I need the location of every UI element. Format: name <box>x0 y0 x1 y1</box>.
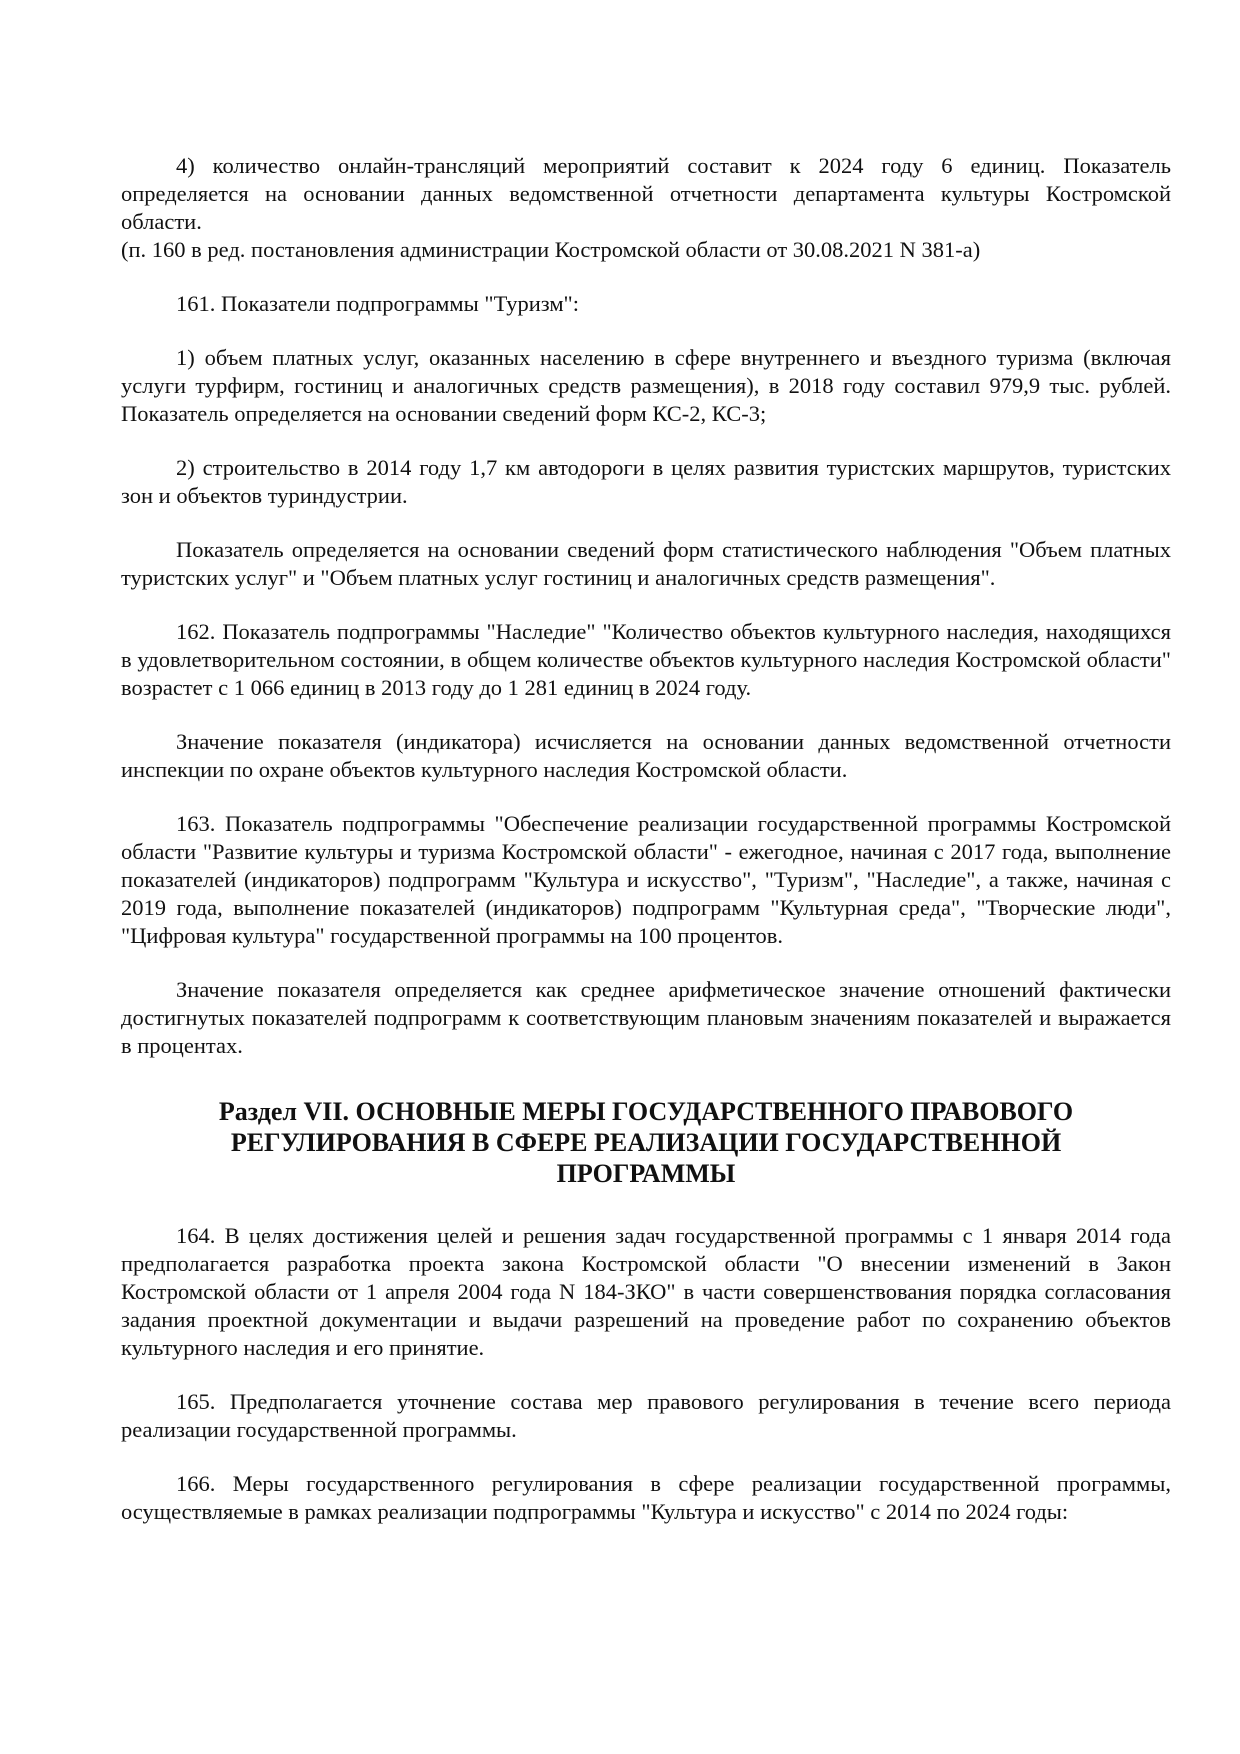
paragraph-166: 166. Меры государственного регулирования в сфере реализации государственной программы, осуществляемые в рамках реализации подпрограммы "Культура и искусство" с 2014 по 2024 годы: <box>121 1471 1171 1524</box>
paragraph-item-4: 4) количество онлайн-трансляций мероприятий составит к 2024 году 6 единиц. Показатель определяется на основании данных ведомственной отчетности департамента культуры Костромской области. <box>121 153 1171 234</box>
paragraph-161: 161. Показатели подпрограммы "Туризм": <box>176 291 579 316</box>
paragraph-164: 164. В целях достижения целей и решения задач государственной программы с 1 января 2014 года предполагается разработка проекта закона Костромской области "О внесении изменений в Закон Костромской области от 1 апреля 2004 года N 184-ЗКО" в части совершенствования порядка согласования задания проектной документации и выдачи разрешений на проведение работ по сохранению объектов культурного наследия и его принятие. <box>121 1223 1171 1360</box>
amendment-note: (п. 160 в ред. постановления администрации Костромской области от 30.08.2021 N 381-а) <box>121 237 981 262</box>
paragraph-161-item-1: 1) объем платных услуг, оказанных населению в сфере внутреннего и въездного туризма (включая услуги турфирм, гостиниц и аналогичных средств размещения), в 2018 году составил 979,9 тыс. рублей. Показатель определяется на основании сведений форм КС-2, КС-3; <box>121 345 1171 426</box>
paragraph-161-item-2: 2) строительство в 2014 году 1,7 км автодороги в целях развития туристских маршрутов, туристских зон и объектов туриндустрии. <box>121 455 1171 508</box>
paragraph-163-indicator-method: Значение показателя определяется как среднее арифметическое значение отношений фактически достигнутых показателей подпрограмм к соответствующим плановым значениям показателей и выражается в процентах. <box>121 977 1171 1058</box>
document-body <box>121 152 1171 1526</box>
section-heading: Раздел VII. ОСНОВНЫЕ МЕРЫ ГОСУДАРСТВЕННОГО ПРАВОВОГО РЕГУЛИРОВАНИЯ В СФЕРЕ РЕАЛИЗАЦИИ ГОСУДАРСТВЕННОЙ ПРОГРАММЫ <box>218 1097 1074 1188</box>
paragraph-165: 165. Предполагается уточнение состава мер правового регулирования в течение всего периода реализации государственной программы. <box>121 1389 1171 1442</box>
paragraph-161-indicator-source: Показатель определяется на основании сведений форм статистического наблюдения "Объем платных туристских услуг" и "Объем платных услуг гостиниц и аналогичных средств размещения". <box>121 537 1171 590</box>
paragraph-163: 163. Показатель подпрограммы "Обеспечение реализации государственной программы Костромской области "Развитие культуры и туризма Костромской области" - ежегодное, начиная с 2017 года, выполнение показателей (индикаторов) подпрограмм "Культура и искусство", "Туризм", "Наследие", а также, начиная с 2019 года, выполнение показателей (индикаторов) подпрограмм "Культурная среда", "Творческие люди", "Цифровая культура" государственной программы на 100 процентов. <box>121 811 1171 948</box>
paragraph-162-indicator-source: Значение показателя (индикатора) исчисляется на основании данных ведомственной отчетности инспекции по охране объектов культурного наследия Костромской области. <box>121 729 1171 782</box>
paragraph-162: 162. Показатель подпрограммы "Наследие" "Количество объектов культурного наследия, находящихся в удовлетворительном состоянии, в общем количестве объектов культурного наследия Костромской области" возрастет с 1 066 единиц в 2013 году до 1 281 единиц в 2024 году. <box>121 619 1171 700</box>
